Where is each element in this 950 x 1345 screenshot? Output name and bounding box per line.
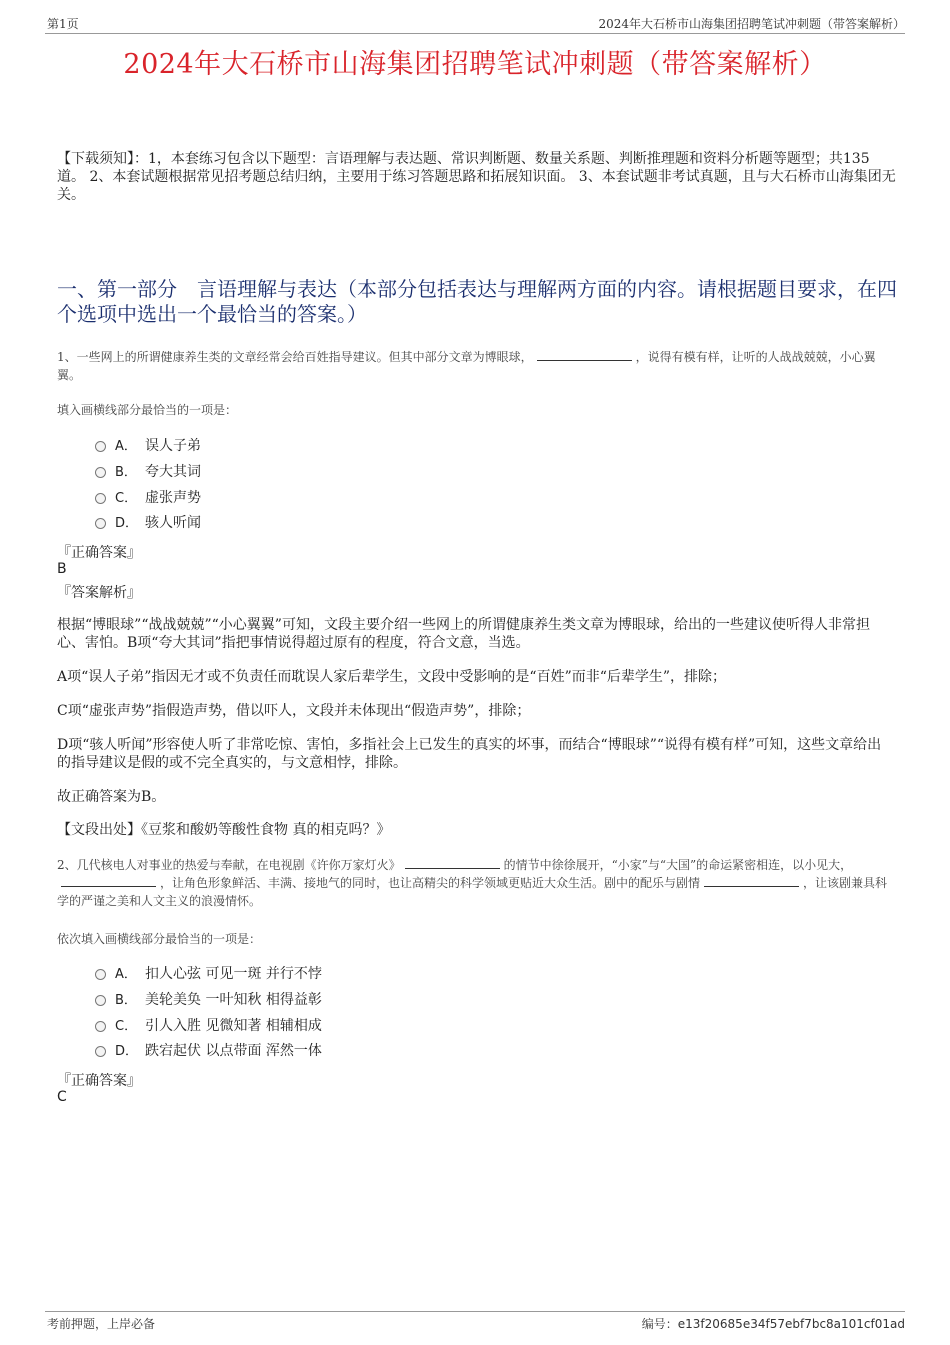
radio-icon[interactable] — [95, 1021, 106, 1032]
option-text: 扣人心弦 可见一斑 并行不悖 — [145, 966, 322, 982]
option-c[interactable] — [95, 489, 201, 508]
analysis-paragraph: D项“骇人听闻”形容使人听了非常吃惊、害怕，多指社会上已发生的真实的坏事，而结合“博眼球”“说得有模有样”可知，这些文章给出的指导建议是假的或不完全真实的，与文意相悖，排除。 — [57, 737, 882, 771]
option-a[interactable] — [95, 965, 322, 984]
answer-label: 『正确答案』 — [57, 1073, 141, 1089]
question-1-text-part: ，说得有模有样，让听的人战战兢兢，小心翼翼。 — [57, 350, 876, 382]
radio-icon[interactable] — [95, 467, 106, 478]
fill-blank — [61, 874, 156, 887]
question-2-text-part: 的情节中徐徐展开，“小家”与“大国”的命运紧密相连，以小见大， — [503, 858, 853, 872]
page-number: 第1页 — [47, 17, 79, 31]
fill-blank — [704, 874, 799, 887]
option-a[interactable] — [95, 437, 201, 456]
question-2-text-part: ，让角色形象鲜活、丰满、接地气的同时，也让高精尖的科学领域更贴近大众生活。剧中的配乐与剧情 — [160, 876, 701, 890]
document-title: 2024年大石桥市山海集团招聘笔试冲刺题（带答案解析） — [123, 49, 827, 80]
option-letter: B． — [115, 465, 137, 480]
question-2-text-part: ，让该剧兼具科学的严谨之美和人文主义的浪漫情怀。 — [57, 876, 888, 908]
radio-icon[interactable] — [95, 1046, 106, 1057]
footer-code — [642, 1315, 905, 1332]
radio-icon[interactable] — [95, 969, 106, 980]
radio-icon[interactable] — [95, 518, 106, 529]
option-text: 误人子弟 — [145, 438, 201, 454]
question-1-text-part: 1、一些网上的所谓健康养生类的文章经常会给百姓指导建议。但其中部分文章为博眼球， — [57, 350, 533, 364]
radio-icon[interactable] — [95, 995, 106, 1006]
question-1-instruction: 填入画横线部分最恰当的一项是： — [57, 403, 238, 417]
option-letter: C． — [115, 1019, 138, 1034]
fill-blank — [405, 856, 500, 869]
analysis-paragraph: 根据“博眼球”“战战兢兢”“小心翼翼”可知，文段主要介绍一些网上的所谓健康养生类文章为博眼球，给出的一些建议使听得人非常担心、害怕。B项“夸大其词”指把事情说得超过原有的程度，符合文意，当选。 — [57, 617, 870, 651]
radio-icon[interactable] — [95, 493, 106, 504]
footer-code-value: e13f20685e34f57ebf7bc8a101cf01ad — [677, 1317, 905, 1331]
option-text: 引人入胜 见微知著 相辅相成 — [145, 1018, 322, 1034]
option-letter: D． — [115, 516, 139, 531]
fill-blank — [537, 348, 632, 361]
analysis-paragraph: C项“虚张声势”指假造声势，借以吓人，文段并未体现出“假造声势”，排除； — [57, 703, 531, 719]
footer-divider — [45, 1311, 905, 1312]
question-2-text-part: 2、几代核电人对事业的热爱与奉献，在电视剧《许你万家灯火》 — [57, 858, 401, 872]
option-text: 美轮美奂 一叶知秋 相得益彰 — [145, 992, 322, 1008]
option-b[interactable] — [95, 463, 201, 482]
option-b[interactable] — [95, 991, 322, 1010]
analysis-paragraph: 故正确答案为B。 — [57, 789, 166, 805]
source-citation: 【文段出处】《豆浆和酸奶等酸性食物 真的相克吗？》 — [57, 822, 391, 838]
footer-code-label: 编号： — [641, 1317, 678, 1331]
option-text: 骇人听闻 — [145, 515, 201, 531]
option-text: 虚张声势 — [145, 490, 201, 506]
analysis-paragraph: A项“误人子弟”指因无才或不负责任而耽误人家后辈学生，文段中受影响的是“百姓”而非“后辈学生”，排除； — [57, 669, 727, 685]
option-d[interactable] — [95, 514, 201, 533]
option-c[interactable] — [95, 1017, 322, 1036]
question-2-instruction: 依次填入画横线部分最恰当的一项是： — [57, 932, 262, 946]
question-1-text — [57, 348, 897, 384]
footer-slogan: 考前押题，上岸必备 — [47, 1317, 156, 1331]
header-doc-title: 2024年大石桥市山海集团招聘笔试冲刺题（带答案解析） — [598, 17, 905, 31]
option-text: 夸大其词 — [145, 464, 201, 480]
option-text: 跌宕起伏 以点带面 浑然一体 — [145, 1043, 322, 1059]
option-letter: B． — [115, 993, 137, 1008]
question-2-text — [57, 856, 897, 910]
download-notice: 【下载须知】：1，本套练习包含以下题型：言语理解与表达题、常识判断题、数量关系题、判断推理题和资料分析题等题型；共135道。 2、本套试题根据常见招考题总结归纳，主要用于练习答题思路和拓展知识面。 3、本套试题非考试真题，且与大石桥市山海集团无关。 — [57, 151, 896, 203]
option-d[interactable] — [95, 1042, 322, 1061]
option-letter: C． — [115, 491, 138, 506]
answer-value: C — [57, 1089, 67, 1105]
option-letter: A． — [115, 967, 137, 982]
option-letter: A． — [115, 439, 137, 454]
analysis-label: 『答案解析』 — [57, 585, 141, 601]
header-divider — [45, 33, 905, 34]
radio-icon[interactable] — [95, 441, 106, 452]
option-letter: D． — [115, 1044, 139, 1059]
answer-label: 『正确答案』 — [57, 545, 141, 561]
answer-value: B — [57, 561, 67, 577]
section-heading: 一、第一部分 言语理解与表达（本部分包括表达与理解两方面的内容。请根据题目要求，在四个选项中选出一个最恰当的答案。） — [57, 277, 897, 326]
